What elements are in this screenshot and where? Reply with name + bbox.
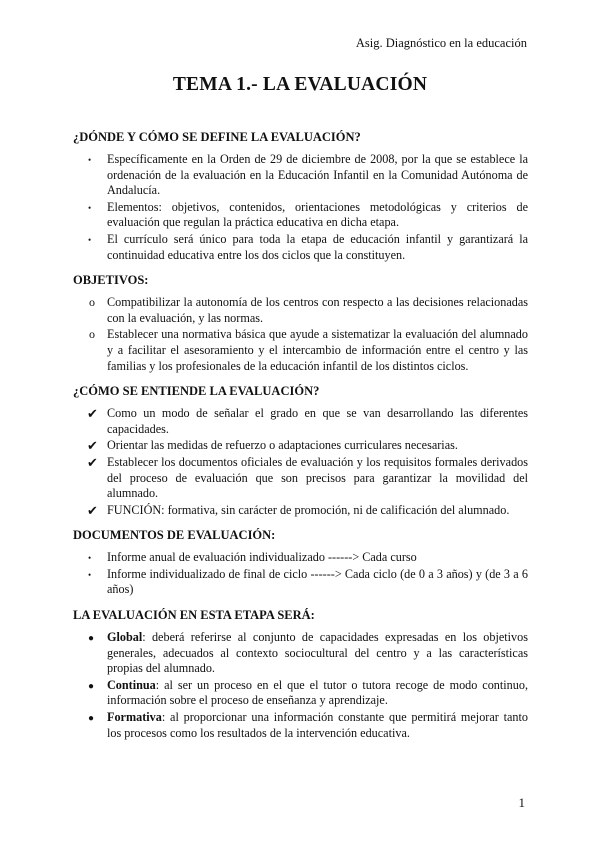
document-body xyxy=(73,124,528,742)
list-objectives xyxy=(73,295,528,374)
bullet-icon: • xyxy=(88,202,92,213)
list-item-lead: Continua xyxy=(107,677,156,692)
section-heading-documents: DOCUMENTOS DE EVALUACIÓN: xyxy=(73,528,276,543)
circle-bullet-icon: o xyxy=(89,327,95,342)
checkmark-icon: ✔ xyxy=(87,438,98,454)
list-item xyxy=(73,710,528,741)
bullet-icon: • xyxy=(88,569,92,580)
page-title: TEMA 1.- LA EVALUACIÓN xyxy=(172,74,428,95)
checkmark-icon: ✔ xyxy=(87,454,98,470)
running-header: Asig. Diagnóstico en la educación xyxy=(355,36,527,50)
list-item xyxy=(73,630,528,677)
list-item-text: Específicamente en la Orden de 29 de diciembre de 2008, por la que se establece la ordenación de la evaluación en la Educación Infantil en la Comunidad Autónoma de Andalucía. xyxy=(107,152,528,198)
list-item xyxy=(73,152,528,199)
list-item xyxy=(73,406,528,437)
page-number: 1 xyxy=(518,795,525,810)
checkmark-icon: ✔ xyxy=(87,406,98,422)
bullet-icon: • xyxy=(88,155,92,165)
list-item-text: Como un modo de señalar el grado en que se van desarrollando las diferentes capacidades. xyxy=(107,406,528,436)
list-item-text: Compatibilizar la autonomía de los centros con respecto a las decisiones relacionadas con la evaluación, y las normas. xyxy=(107,295,528,325)
list-item-text: : al proporcionar una información constante que permitirá mejorar tanto los procesos como los resultados de la intervención educativa. xyxy=(107,710,528,740)
bullet-icon: • xyxy=(88,553,92,564)
bullet-icon: ● xyxy=(88,633,95,645)
bullet-icon: ● xyxy=(88,680,95,692)
list-item xyxy=(73,455,528,502)
list-item xyxy=(73,295,528,326)
list-item xyxy=(73,567,528,598)
list-item-lead: Global xyxy=(107,630,143,645)
list-item xyxy=(73,200,528,231)
circle-bullet-icon: o xyxy=(89,295,95,310)
bullet-icon: • xyxy=(88,234,92,245)
list-how-understood xyxy=(73,406,528,518)
list-evaluation-stage xyxy=(73,630,528,741)
bullet-icon: ● xyxy=(88,713,95,725)
checkmark-icon: ✔ xyxy=(87,502,98,518)
list-item xyxy=(73,327,528,374)
section-heading-how-understood: ¿CÓMO SE ENTIENDE LA EVALUACIÓN? xyxy=(73,384,320,399)
list-item-text: El currículo será único para toda la etapa de educación infantil y garantizará la continuidad educativa entre los dos ciclos que la constituyen. xyxy=(107,231,528,262)
list-item-text: Establecer una normativa básica que ayude a sistematizar la evaluación del alumnado y a facilitar el asesoramiento y el intercambio de información entre el centro y las familias y los profesionales de la educación infantil de los distintos ciclos. xyxy=(107,327,528,373)
list-item-text: Establecer los documentos oficiales de evaluación y los requisitos formales derivados del proceso de evaluación que son precisos para garantizar la movilidad del alumnado. xyxy=(107,454,528,501)
section-heading-where-how: ¿DÓNDE Y CÓMO SE DEFINE LA EVALUACIÓN? xyxy=(73,130,361,144)
list-item-text: : al ser un proceso en el que el tutor o tutora recoge de modo continuo, información sobre el proceso de enseñanza y aprendizaje. xyxy=(107,677,528,708)
list-documents xyxy=(73,550,528,598)
list-item-text: Orientar las medidas de refuerzo o adaptaciones curriculares necesarias. xyxy=(107,438,458,453)
list-item-text: Informe anual de evaluación individualizado ------> Cada curso xyxy=(107,550,417,565)
list-item-text: Elementos: objetivos, contenidos, orientaciones metodológicas y criterios de evaluación que regulan la práctica educativa en dicha etapa. xyxy=(107,199,528,230)
list-item xyxy=(73,232,528,263)
list-item xyxy=(73,678,528,709)
section-heading-evaluation-stage: LA EVALUACIÓN EN ESTA ETAPA SERÁ: xyxy=(73,608,315,623)
list-item-text: Informe individualizado de final de ciclo ------> Cada ciclo (de 0 a 3 años) y (de 3 a 6 años) xyxy=(107,566,528,597)
list-item-lead: Formativa xyxy=(107,710,162,725)
list-item-text: : deberá referirse al conjunto de capacidades expresadas en los objetivos generales, adecuados al contexto sociocultural del centro y a las características propias del alumnado. xyxy=(107,630,528,676)
list-where-how xyxy=(73,152,528,263)
list-item-text: FUNCIÓN: formativa, sin carácter de promoción, ni de calificación del alumnado. xyxy=(107,502,510,517)
list-item xyxy=(73,438,528,454)
list-item xyxy=(73,503,528,519)
list-item xyxy=(73,550,528,566)
section-heading-objectives: OBJETIVOS: xyxy=(73,273,149,288)
